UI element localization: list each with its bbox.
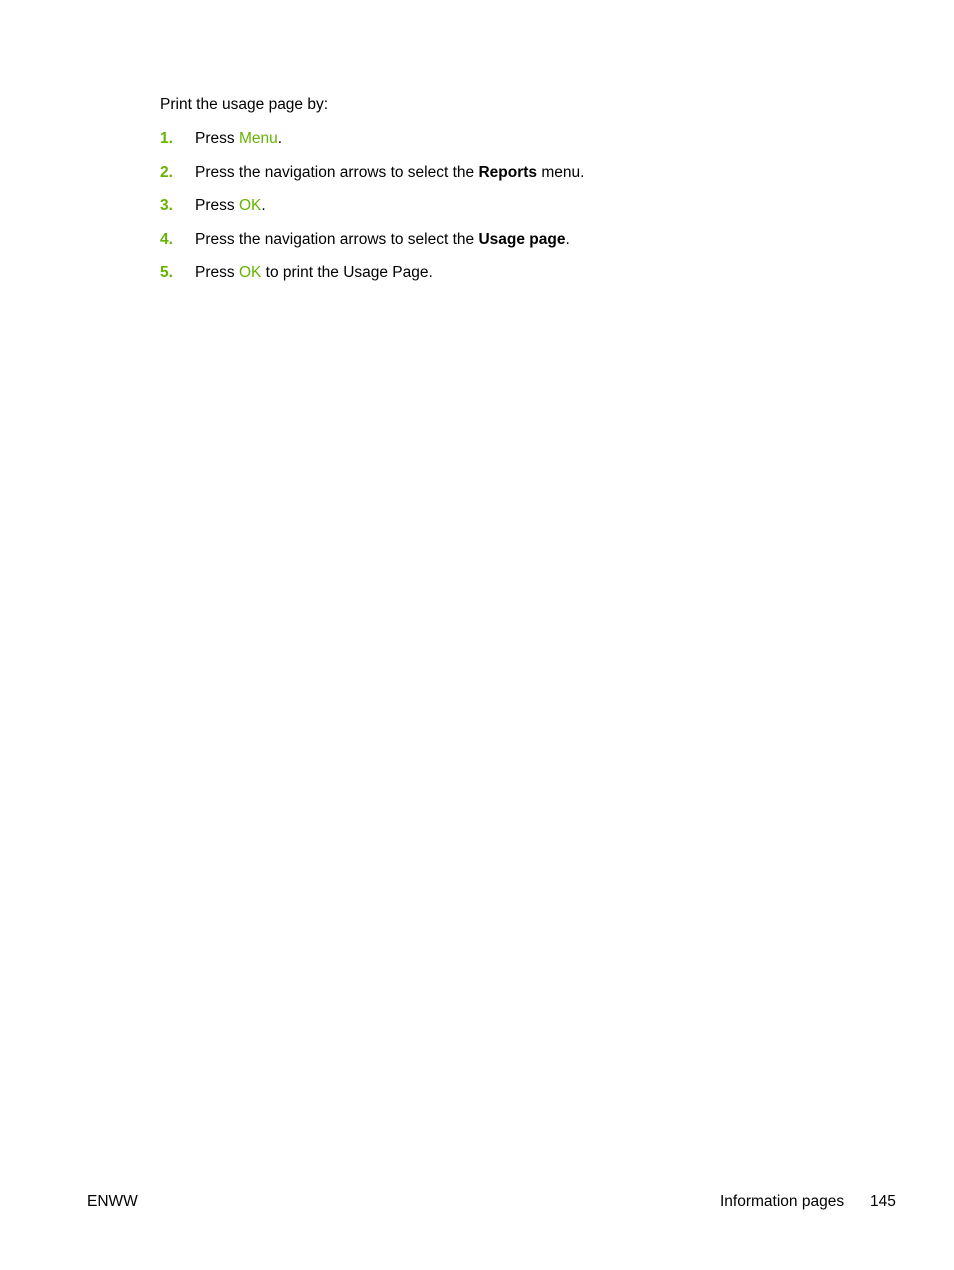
step-text: Press the navigation arrows to select the Reports menu. bbox=[195, 163, 585, 181]
ui-key-menu: Menu bbox=[238, 130, 278, 147]
ui-key-ok: OK bbox=[238, 197, 262, 215]
menu-name-reports: Reports bbox=[478, 163, 538, 181]
step-text: Press OK. bbox=[195, 197, 266, 215]
intro-text: Print the usage page by: bbox=[160, 96, 329, 113]
step-number: 3. bbox=[160, 197, 173, 215]
step-number: 4. bbox=[160, 230, 173, 248]
step-number: 5. bbox=[160, 264, 173, 282]
step-text: Press the navigation arrows to select the Usage page. bbox=[195, 230, 570, 248]
footer-locale-code: ENWW bbox=[87, 1193, 138, 1210]
ui-key-ok: OK bbox=[238, 264, 262, 282]
menu-name-usage-page: Usage page bbox=[478, 230, 566, 248]
step-number: 1. bbox=[160, 130, 173, 147]
step-text: Press Menu. bbox=[195, 130, 283, 147]
step-number: 2. bbox=[160, 163, 173, 181]
footer-section-title: Information pages bbox=[720, 1193, 845, 1210]
footer-page-number: 145 bbox=[870, 1193, 896, 1210]
step-text: Press OK to print the Usage Page. bbox=[195, 264, 433, 282]
